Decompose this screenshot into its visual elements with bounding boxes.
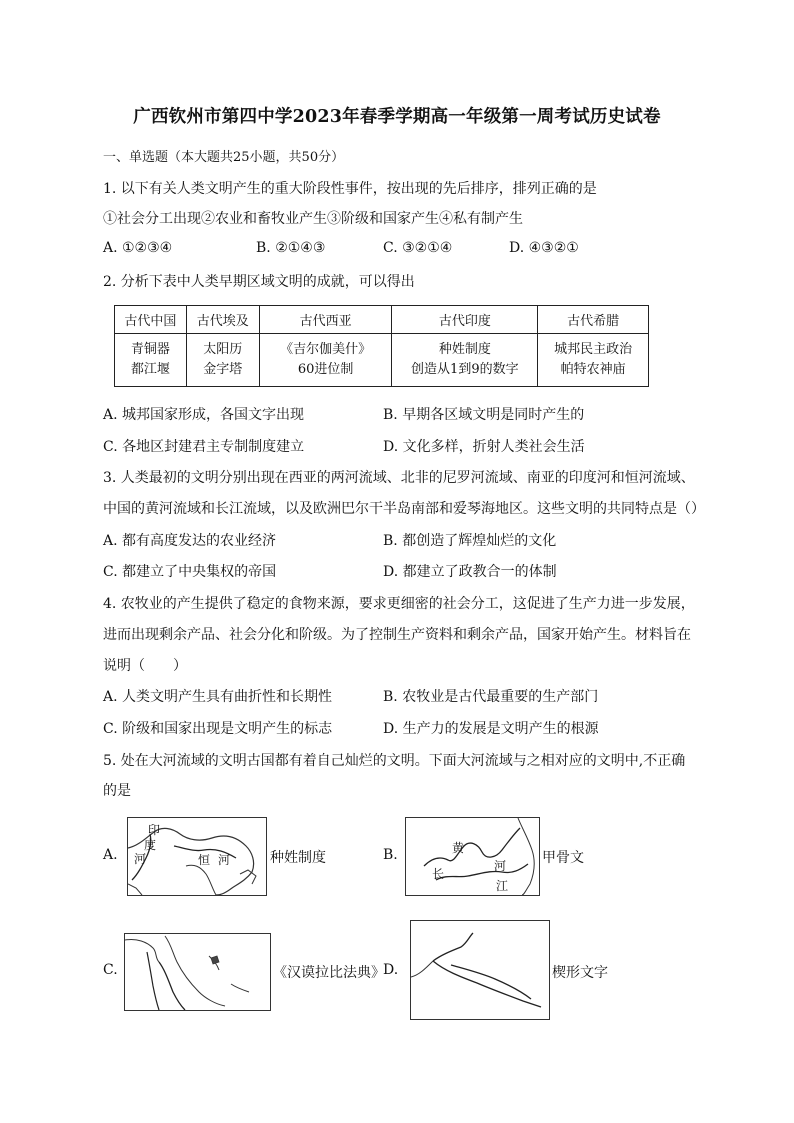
table-cell: 城邦民主政治 帕特农神庙 bbox=[538, 334, 649, 387]
q3-stem-line-1: 3. 人类最初的文明分别出现在西亚的两河流域、北非的尼罗河流域、南亚的印度河和恒河流域、 bbox=[103, 470, 695, 486]
q5-option-c-letter[interactable]: C. bbox=[103, 962, 118, 978]
q3-option-c[interactable]: C. 都建立了中央集权的帝国 bbox=[103, 564, 277, 580]
civilization-table bbox=[114, 305, 649, 387]
table-header-cell: 古代希腊 bbox=[538, 306, 649, 334]
map-label: 长 bbox=[432, 867, 445, 881]
q5-option-d-caption: 楔形文字 bbox=[552, 965, 608, 981]
exam-title: 广西钦州市第四中学2023年春季学期高一年级第一周考试历史试卷 bbox=[133, 107, 661, 127]
q2-stem: 2. 分析下表中人类早期区域文明的成就，可以得出 bbox=[103, 274, 415, 290]
map-label: 度 bbox=[144, 838, 157, 852]
map-label: 江 bbox=[496, 879, 509, 893]
q3-option-b[interactable]: B. 都创造了辉煌灿烂的文化 bbox=[383, 533, 557, 549]
q2-option-c[interactable]: C. 各地区封建君主专制制度建立 bbox=[103, 439, 305, 455]
q5-option-b-caption: 甲骨文 bbox=[542, 850, 584, 866]
table-header-row bbox=[115, 306, 649, 334]
india-river-map[interactable] bbox=[127, 817, 267, 896]
mesopotamia-river-map[interactable] bbox=[410, 920, 550, 1020]
q5-stem-line-1: 5. 处在大河流域的文明古国都有着自己灿烂的文明。下面大河流域与之相对应的文明中,不正确 bbox=[103, 753, 686, 769]
table-cell: 种姓制度 创造从1到9的数字 bbox=[392, 334, 538, 387]
q4-option-b[interactable]: B. 农牧业是古代最重要的生产部门 bbox=[383, 689, 599, 705]
q5-option-a-caption: 种姓制度 bbox=[270, 850, 326, 866]
q4-option-c[interactable]: C. 阶级和国家出现是文明产生的标志 bbox=[103, 721, 333, 737]
map-label: 河 bbox=[134, 852, 147, 866]
q4-stem-line-2: 进而出现剩余产品、社会分化和阶级。为了控制生产资料和剩余产品，国家开始产生。材料旨在 bbox=[103, 627, 691, 643]
q1-stem-line-2: ①社会分工出现②农业和畜牧业产生③阶级和国家产生④私有制产生 bbox=[103, 211, 523, 227]
q2-option-d[interactable]: D. 文化多样，折射人类社会生活 bbox=[383, 439, 585, 455]
q1-option-d[interactable]: D. ④③②① bbox=[509, 240, 579, 256]
map-label: 印 bbox=[148, 823, 161, 837]
q1-stem-line-1: 1. 以下有关人类文明产生的重大阶段性事件，按出现的先后排序，排列正确的是 bbox=[103, 181, 597, 197]
map-label: 河 bbox=[218, 853, 231, 867]
table-header-cell: 古代埃及 bbox=[186, 306, 259, 334]
q1-option-b[interactable]: B. ②①④③ bbox=[256, 240, 326, 256]
q5-option-d-letter[interactable]: D. bbox=[383, 962, 399, 978]
table-header-cell: 古代印度 bbox=[392, 306, 538, 334]
china-river-map[interactable] bbox=[405, 817, 540, 896]
table-cell: 《吉尔伽美什》 60进位制 bbox=[259, 334, 392, 387]
q3-option-a[interactable]: A. 都有高度发达的农业经济 bbox=[103, 533, 277, 549]
q3-option-d[interactable]: D. 都建立了政教合一的体制 bbox=[383, 564, 557, 580]
q4-stem-line-3: 说明（ ） bbox=[103, 658, 187, 674]
q4-stem-line-1: 4. 农牧业的产生提供了稳定的食物来源，要求更细密的社会分工，这促进了生产力进一步发展， bbox=[103, 596, 695, 612]
table-header-cell: 古代中国 bbox=[115, 306, 187, 334]
map-label: 河 bbox=[494, 859, 507, 873]
q5-option-c-caption: 《汉谟拉比法典》 bbox=[273, 965, 385, 981]
q4-option-d[interactable]: D. 生产力的发展是文明产生的根源 bbox=[383, 721, 599, 737]
q4-option-a[interactable]: A. 人类文明产生具有曲折性和长期性 bbox=[103, 689, 333, 705]
q5-stem-line-2: 的是 bbox=[103, 783, 131, 799]
q1-option-c[interactable]: C. ③②①④ bbox=[383, 240, 453, 256]
nile-river-map[interactable] bbox=[124, 933, 271, 1011]
q1-option-a[interactable]: A. ①②③④ bbox=[103, 240, 173, 256]
table-row bbox=[115, 334, 649, 387]
q3-stem-line-2: 中国的黄河流域和长江流域，以及欧洲巴尔干半岛南部和爱琴海地区。这些文明的共同特点是（） bbox=[103, 501, 705, 517]
table-cell: 太阳历 金字塔 bbox=[186, 334, 259, 387]
q2-option-a[interactable]: A. 城邦国家形成，各国文字出现 bbox=[103, 407, 305, 423]
table-cell: 青铜器 都江堰 bbox=[115, 334, 187, 387]
q5-option-b-letter[interactable]: B. bbox=[383, 847, 398, 863]
table-header-cell: 古代西亚 bbox=[259, 306, 392, 334]
map-label: 黄 bbox=[452, 841, 465, 855]
q2-option-b[interactable]: B. 早期各区域文明是同时产生的 bbox=[383, 407, 585, 423]
section-heading: 一、单选题（本大题共25小题，共50分） bbox=[103, 150, 345, 165]
map-label: 恒 bbox=[198, 853, 211, 867]
q5-option-a-letter[interactable]: A. bbox=[103, 847, 118, 863]
